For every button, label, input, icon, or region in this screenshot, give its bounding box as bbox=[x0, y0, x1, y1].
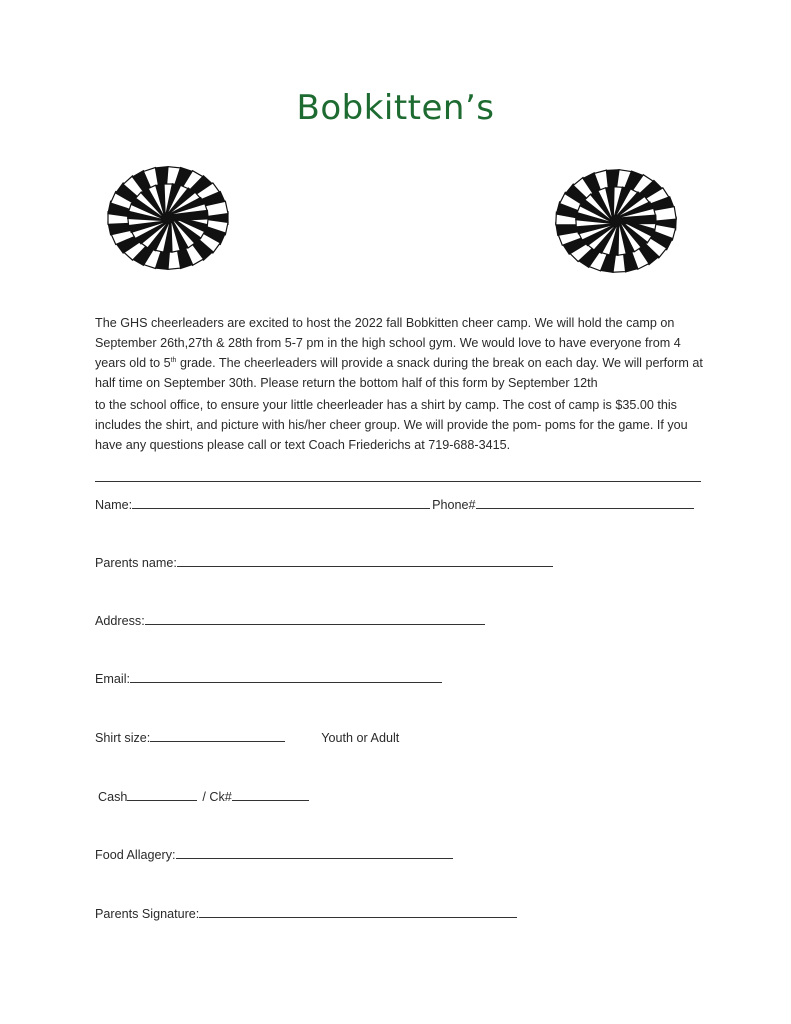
pompom-icon bbox=[95, 155, 241, 280]
signature-field[interactable] bbox=[199, 905, 517, 918]
phone-label: Phone# bbox=[432, 498, 476, 512]
parents-name-row bbox=[95, 554, 555, 570]
payment-row bbox=[98, 788, 311, 804]
intro-text bbox=[95, 313, 710, 455]
food-allergy-label: Food Allagery: bbox=[95, 848, 176, 862]
signature-label: Parents Signature: bbox=[95, 907, 200, 921]
address-row bbox=[95, 612, 487, 628]
food-allergy-field[interactable] bbox=[176, 846, 453, 859]
page-title: Bobkitten’s bbox=[296, 88, 495, 128]
address-label: Address: bbox=[95, 614, 145, 628]
cash-field[interactable] bbox=[127, 788, 197, 801]
cash-label: Cash bbox=[98, 790, 128, 804]
pompom-center bbox=[162, 212, 174, 224]
name-label: Name: bbox=[95, 498, 133, 512]
shirt-size-label: Shirt size: bbox=[95, 731, 151, 745]
intro-paragraph-2: to the school office, to ensure your little cheerleader has a shirt by camp. The cost of camp is $35.00 this includes the shirt, and picture with his/her cheer group. We will provide the pom- poms for the game. If you have any questions please call or text Coach Friederichs at 719-688-3415. bbox=[95, 398, 688, 452]
parents-name-label: Parents name: bbox=[95, 556, 177, 570]
pompom-center bbox=[610, 215, 622, 227]
name-phone-row bbox=[95, 496, 696, 512]
email-row bbox=[95, 670, 444, 686]
email-field[interactable] bbox=[130, 670, 442, 683]
check-label: / Ck# bbox=[202, 790, 232, 804]
intro-paragraph-1: The GHS cheerleaders are excited to host the 2022 fall Bobkitten cheer camp. We will hold the camp on September 26th,27th & 28th from 5-7 pm in the high school gym. We would love to have everyone from 4 years old to 5th grade. The cheerleaders will provide a snack during the break on each day. We will perform at half time on September 30th. Please return the bottom half of this form by September 12th bbox=[95, 316, 703, 390]
email-label: Email: bbox=[95, 672, 130, 686]
youth-or-adult-label: Youth or Adult bbox=[321, 731, 400, 745]
name-field[interactable] bbox=[132, 496, 430, 509]
signature-row bbox=[95, 905, 519, 921]
check-field[interactable] bbox=[232, 788, 309, 801]
food-allergy-row bbox=[95, 846, 455, 862]
parents-name-field[interactable] bbox=[177, 554, 553, 567]
shirt-size-field[interactable] bbox=[150, 729, 285, 742]
pompom-icon bbox=[543, 158, 689, 283]
address-field[interactable] bbox=[145, 612, 485, 625]
phone-field[interactable] bbox=[476, 496, 694, 509]
divider-line bbox=[95, 481, 701, 482]
shirt-size-row bbox=[95, 729, 399, 745]
